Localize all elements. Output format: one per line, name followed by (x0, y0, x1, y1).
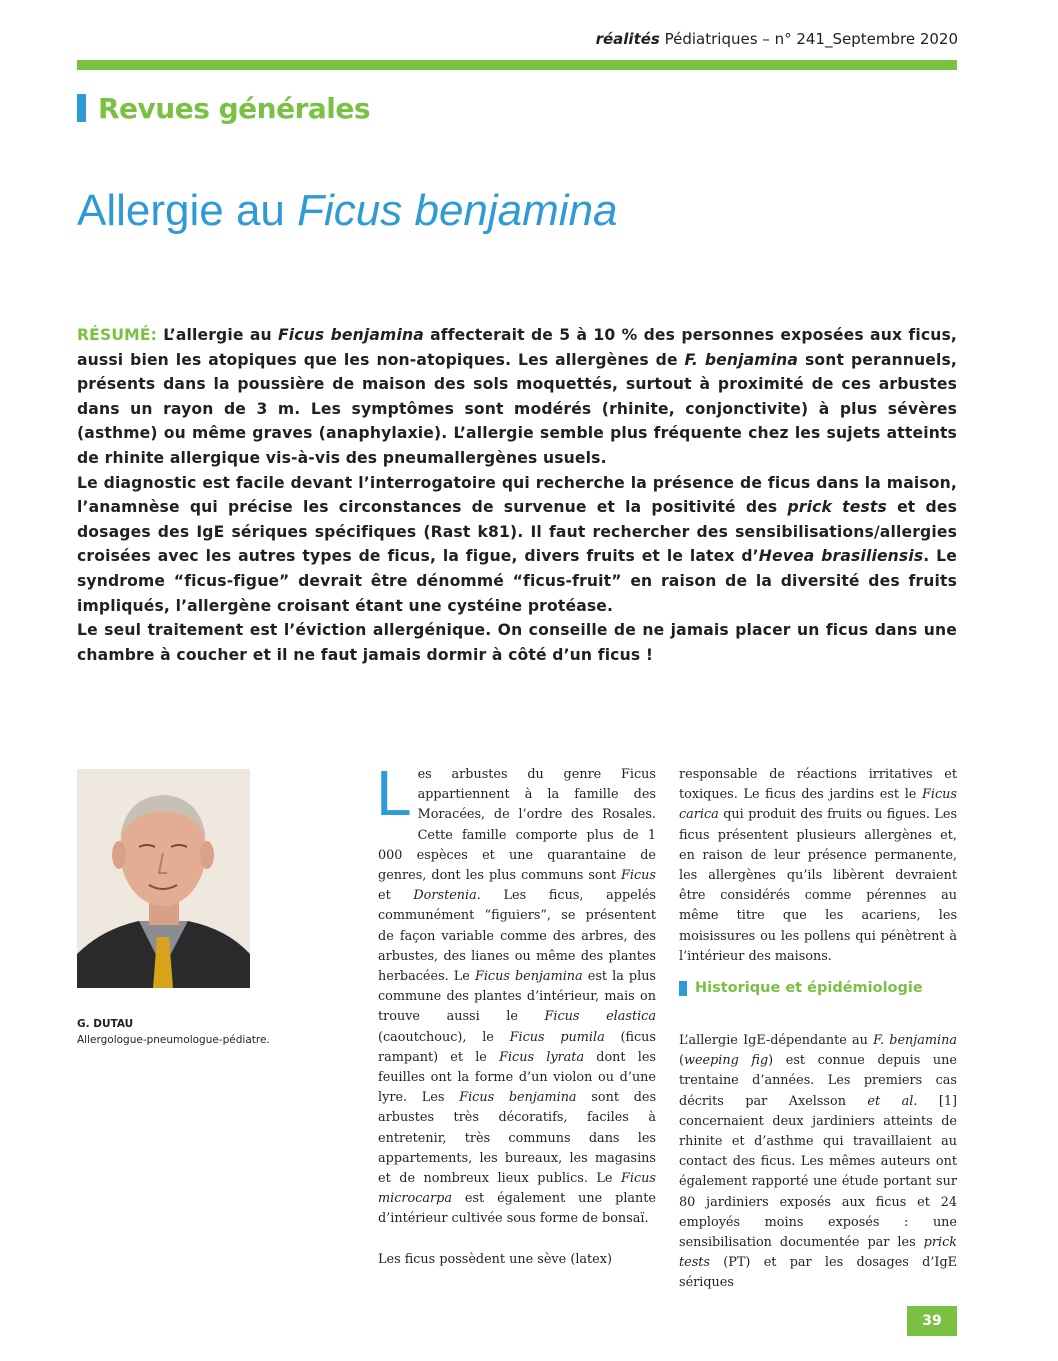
body-text: l’intérieur (679, 948, 745, 964)
body-text: permanente, (874, 847, 958, 863)
body-text: ou (760, 928, 777, 944)
body-text: irritatives (868, 767, 933, 782)
body-text: ) est connue depuis une trentaine d’années. Les premiers cas décrits par Axelsson (679, 1053, 957, 1109)
body-text: pénètrent (880, 928, 945, 944)
body-text: produit (748, 807, 796, 823)
body-text (884, 868, 895, 883)
body-text: (caoutchouc), le (378, 1029, 510, 1045)
body-paragraph-2 (378, 1250, 656, 1270)
body-text: (ficus rampant) et le (378, 1029, 656, 1065)
body-text: es arbustes du genre Ficus appartiennent à la famille des Moracées, de l’ordre des Rosales. Cette famille comporte plus de 1 000 espèces et une quarantaine de genres, dont les plus communs sont (378, 767, 656, 884)
body-text: ficus (765, 787, 796, 803)
body-paragraph-2-continued (679, 765, 957, 967)
body-text: que (782, 908, 807, 924)
body-text: et (378, 888, 414, 904)
body-text: Les (378, 1251, 401, 1267)
abstract-text: affecterait de 5 à 10 % des personnes exposées aux ficus, aussi bien les atopiques que les non-atopiques. Les allergènes de (77, 326, 957, 369)
section-marker (77, 94, 86, 122)
body-column-2 (679, 765, 957, 967)
abstract-text: . Le syndrome “ficus-figue” devrait être dénommé “ficus-fruit” en raison de la diversité des fruits impliqués, l’allergène croisant étant une cystéine protéase. (77, 547, 957, 615)
body-text: une (509, 1251, 534, 1267)
section-label (77, 88, 370, 128)
abstract-paragraph-2 (77, 471, 957, 619)
body-paragraph-3 (679, 1031, 957, 1294)
body-italic: Ficus microcarpa (378, 1171, 656, 1207)
abstract-paragraph-1 (77, 323, 957, 471)
abstract-text: L’allergie au (157, 326, 278, 344)
body-text: toxiques. (679, 787, 738, 803)
body-text: maisons. (774, 948, 832, 964)
body-text (766, 848, 774, 863)
body-text: dont les feuilles ont la forme d’un violon ou d’une lyre. Les (378, 1049, 656, 1106)
body-text (710, 828, 718, 843)
body-text: comme (804, 888, 852, 904)
author-photo (77, 769, 250, 988)
body-text: L’allergie IgE-dépendante au (679, 1033, 874, 1048)
body-text: les (938, 908, 958, 924)
subheading-historique (679, 980, 923, 996)
body-italic: Ficus pumila (509, 1029, 605, 1045)
body-italic: carica (679, 807, 719, 823)
body-text: même (679, 908, 719, 924)
body-text (933, 767, 945, 782)
body-text: moisissures (679, 928, 756, 944)
body-text: des (748, 948, 771, 964)
body-text: le (904, 787, 917, 803)
body-text: pérennes (866, 888, 927, 904)
body-text (926, 888, 941, 903)
body-text: est (879, 787, 900, 803)
body-text: allergènes (864, 827, 932, 843)
body-text: possèdent (439, 1251, 506, 1267)
body-text: ficus (679, 827, 710, 843)
abstract-italic: F. benjamina (684, 350, 799, 369)
body-text: et, (940, 827, 957, 843)
body-paragraph-1 (376, 757, 657, 1230)
body-text: [1] concernaient deux jardiniers atteints de rhinite et d’asthme qui travaillaient au contact des ficus. Les mêmes auteurs ont également rapporté une étude portant sur 80 jardiniers exposés aux ficus et 24 employés moins exposés : une sensibilisation documentée par les (679, 1093, 958, 1251)
body-text: responsable (679, 767, 758, 782)
body-text: présence (807, 847, 867, 863)
body-italic: et al. (867, 1093, 918, 1109)
body-italic: prick tests (679, 1235, 957, 1271)
body-text: et (944, 767, 957, 782)
body-text: ou (866, 807, 883, 823)
body-italic: Ficus lyrata (499, 1049, 585, 1065)
body-column-1 (376, 757, 657, 1270)
body-text: les (679, 868, 698, 884)
body-text (843, 908, 861, 923)
body-text: acariens, (861, 908, 921, 924)
body-text: considérés (720, 888, 790, 904)
body-text: les (780, 928, 800, 944)
body-text: plusieurs (796, 827, 857, 843)
body-text: . Les ficus, appelés communément “figuiers”, se présentent de façon variable comme des arbres, des arbustes, des lianes ou même des plantes herbacées. Le (378, 888, 656, 985)
subheading-marker (679, 981, 687, 996)
body-text: pollens (804, 928, 851, 944)
body-text: être (679, 888, 706, 904)
abstract-italic: Hevea brasiliensis (758, 547, 924, 566)
body-text: à (949, 928, 958, 944)
body-text: (PT) et par les dosages d’IgE sériques (679, 1255, 957, 1291)
body-text (695, 848, 703, 863)
body-text: de (769, 767, 785, 782)
body-text: en (679, 847, 695, 863)
body-text: ( (679, 1053, 684, 1069)
body-text (851, 888, 866, 903)
body-italic: Ficus benjamina (474, 969, 583, 985)
title-text: Allergie au (77, 186, 298, 235)
body-italic: Ficus elastica (544, 1009, 656, 1025)
body-text (857, 767, 869, 782)
body-text: est également une plante d’intérieur cultivée sous forme de bonsaï. (378, 1191, 656, 1227)
body-text (757, 767, 769, 782)
body-text: jardins (829, 787, 875, 803)
page-number: 39 (907, 1306, 957, 1336)
body-text: devraient (895, 868, 957, 884)
abstract-lead: RÉSUMÉ: (77, 326, 158, 344)
body-text: qui (723, 807, 744, 823)
body-text: fruits (827, 807, 862, 823)
body-text: sont des arbustes très décoratifs, faciles à entretenir, très communs dans les appartements, les bureaux, les magasins et de nombreux lieux publics. Le (378, 1090, 657, 1187)
journal-issue: Pédiatriques – n° 241_Septembre 2020 (664, 30, 958, 48)
body-italic: Dorstenia (413, 888, 477, 904)
body-text: au (941, 888, 958, 904)
body-text (807, 908, 825, 923)
drop-cap: L (376, 757, 412, 829)
subheading-text: Historique et épidémiologie (695, 980, 923, 996)
body-text (790, 888, 805, 903)
body-text: Le (743, 787, 760, 803)
body-italic: Ficus (621, 868, 656, 884)
running-head (596, 30, 958, 48)
article-title (77, 186, 618, 236)
body-column-2-lower (679, 1031, 957, 1294)
body-text: qu’ils (786, 868, 823, 884)
body-text: (latex) (570, 1251, 612, 1267)
body-text: libèrent (833, 868, 885, 884)
body-text: ficus (404, 1251, 436, 1267)
journal-brand: réalités (595, 30, 660, 48)
body-text (867, 848, 875, 863)
body-text: qui (855, 928, 876, 944)
body-text (705, 888, 720, 903)
body-text (743, 848, 751, 863)
body-italic: Ficus (922, 787, 957, 803)
paragraph-spacer (378, 1230, 656, 1250)
body-text: figues. (886, 807, 930, 823)
body-text: présentent (717, 827, 789, 843)
author-name: G. DUTAU (77, 1018, 134, 1030)
body-text: des (800, 807, 823, 823)
abstract-text: sont perannuels, présents dans la poussière de maison des sols moquettés, surtout à proximité de ces arbustes dans un rayon de 3 m. Les symptômes sont modérés (rhinite, conjonctivite) à plus sévères (asthme) ou même graves (anaphylaxie). L’allergie semble plus fréquente chez les sujets atteints de rhinite allergique vis-à-vis des pneumallergènes usuels. (77, 350, 957, 467)
body-text: les (825, 908, 844, 924)
body-text (921, 908, 939, 923)
section-label-text: Revues générales (98, 91, 371, 125)
body-text: sève (537, 1251, 567, 1267)
body-italic: F. benjamina (873, 1033, 957, 1048)
abstract-text: Le diagnostic est facile devant l’interrogatoire qui recherche la présence de ficus dans la maison, l’anamnèse qui précise les circonstances de survenue et la positivité des (77, 473, 957, 517)
body-text (785, 767, 797, 782)
header-rule (77, 60, 957, 70)
body-text: des (801, 787, 824, 803)
body-text (932, 828, 940, 843)
body-text (822, 868, 833, 883)
body-text (697, 868, 708, 883)
body-text: leur (774, 847, 801, 863)
body-text: de (750, 847, 767, 863)
author-role: Allergologue-pneumologue-pédiatre. (77, 1034, 270, 1046)
title-italic: Ficus benjamina (297, 186, 618, 235)
author-portrait-image (77, 769, 250, 988)
body-text (800, 848, 808, 863)
abstract-paragraph-3: Le seul traitement est l’éviction allergénique. On conseille de ne jamais placer un ficus dans une chambre à coucher et il ne faut jamais dormir à côté d’un ficus ! (77, 621, 957, 664)
body-text: allergènes (708, 868, 776, 884)
body-text: titre (736, 908, 765, 924)
body-text: est la plus commune des plantes d’intérieur, mais on trouve aussi le (378, 969, 656, 1025)
abstract-italic: prick tests (787, 498, 887, 517)
abstract-italic: Ficus benjamina (277, 326, 424, 344)
body-text (718, 908, 736, 923)
body-text: réactions (796, 767, 857, 782)
body-text: raison (702, 847, 743, 863)
body-text: Les (934, 807, 958, 823)
abstract-text: et des dosages des IgE sériques spécifiques (Rast k81). Il faut rechercher des sensibilisations/allergies croisées avec les autres types de ficus, la figue, divers fruits et le latex d’ (77, 498, 957, 566)
body-italic: weeping fig (684, 1053, 769, 1069)
body-italic: Ficus benjamina (459, 1090, 577, 1106)
abstract (77, 323, 957, 667)
body-text (765, 908, 783, 923)
body-text (776, 868, 787, 883)
